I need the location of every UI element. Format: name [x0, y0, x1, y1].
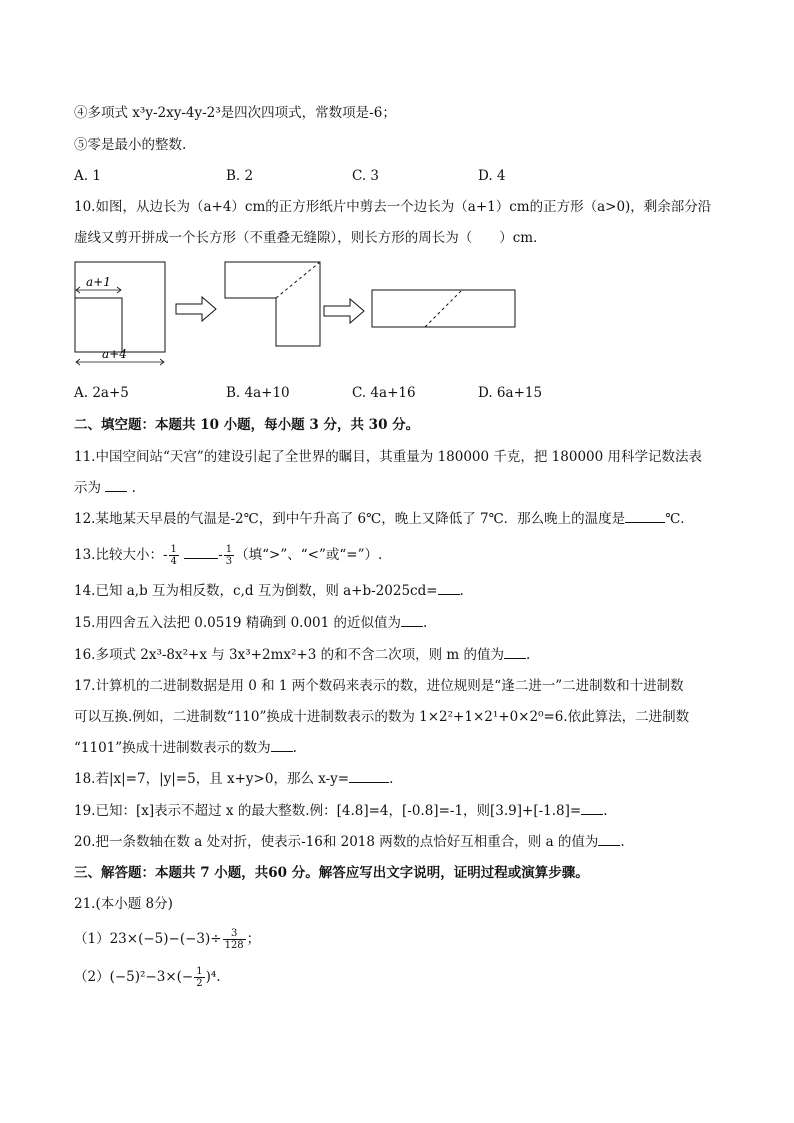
q9-item4: ④多项式 x³y-2xy-4y-2³是四次四项式，常数项是-6；	[74, 105, 396, 121]
q13-prefix: 13.比较大小：-	[74, 547, 168, 563]
q21-title: 21.(本小题 8分)	[74, 896, 173, 912]
fraction-denominator: 2	[196, 978, 203, 989]
q11-line1: 11.中国空间站“天宫”的建设引起了全世界的瞩目，其重量为 180000 千克，把 180000 用科学记数法表	[74, 449, 703, 465]
q10-option-b: B. 4a+10	[226, 385, 290, 401]
q21-part1-expr: （1）23×(−5)−(−3)÷	[74, 931, 222, 947]
q20-end: .	[620, 834, 625, 850]
q9-option-a: A. 1	[74, 168, 101, 184]
q17-text: “1101”换成十进制数表示的数为	[74, 740, 271, 756]
q14-text: 14.已知 a,b 互为相反数，c,d 互为倒数，则 a+b-2025cd=	[74, 583, 438, 599]
q9-item5: ⑤零是最小的整数.	[74, 137, 187, 153]
q17-line3	[74, 739, 297, 757]
q13-minus: -	[218, 547, 223, 563]
q15	[74, 614, 427, 632]
label-a-plus-1: a+1	[86, 275, 111, 289]
q10-option-d: D. 6a+15	[478, 385, 543, 401]
q12	[74, 510, 694, 528]
answer-blank[interactable]	[401, 614, 423, 627]
q19-text: 19.已知：[x]表示不超过 x 的最大整数.例：[4.8]=4，[-0.8]=-1，则[3.9]+[-1.8]=	[74, 803, 582, 819]
fraction	[224, 544, 234, 567]
q11-prefix: 示为	[74, 480, 101, 496]
answer-blank[interactable]	[105, 479, 127, 492]
fraction	[223, 928, 246, 951]
l-shape	[225, 262, 320, 346]
q21-part2-end: )⁴.	[205, 969, 221, 985]
q21-part2-expr: （2）(−5)²−3×(−	[74, 969, 194, 985]
q18-end: .	[389, 771, 394, 787]
answer-blank[interactable]	[184, 546, 218, 559]
fraction-denominator: 4	[170, 556, 177, 567]
cut-line	[425, 290, 462, 327]
fraction-denominator: 128	[224, 940, 244, 951]
fraction-numerator: 1	[196, 966, 203, 977]
right-arrow-icon	[324, 299, 364, 323]
q10-option-c: C. 4a+16	[352, 385, 416, 401]
fraction-denominator: 3	[225, 556, 233, 567]
q9-option-b: B. 2	[226, 168, 254, 184]
q10-line2: 虚线又剪开拼成一个长方形（不重叠无缝隙），则长方形的周长为（ ）cm．	[74, 230, 547, 246]
q13-suffix: （填“>”、“<”或“=”）.	[235, 547, 383, 563]
q19-end: .	[603, 803, 608, 819]
q10-figure	[70, 254, 530, 374]
q18-text: 18.若|x|=7，|y|=5，且 x+y>0，那么 x-y=	[74, 771, 350, 787]
q16-text: 16.多项式 2x³-8x²+x 与 3x³+2mx²+3 的和不含二次项，则 m 的值为	[74, 647, 504, 663]
q20-text: 20.把一条数轴在数 a 处对折，使表示-16和 2018 两数的点恰好互相重合，则 a 的值为	[74, 834, 599, 850]
cut-line	[276, 262, 320, 298]
q9-option-c: C. 3	[352, 168, 380, 184]
q15-text: 15.用四舍五入法把 0.0519 精确到 0.001 的近似值为	[74, 615, 402, 631]
q15-end: .	[423, 615, 428, 631]
q11-line2	[74, 479, 136, 497]
q21-part1	[74, 926, 260, 952]
q21-part1-end: ；	[246, 931, 261, 947]
q17-line1: 17.计算机的二进制数据是用 0 和 1 两个数码来表示的数，进位规则是“逢二进一”二进制数和十进制数	[74, 678, 684, 694]
q10-option-a: A. 2a+5	[74, 385, 129, 401]
q10-line1: 10.如图，从边长为（a+4）cm的正方形纸片中剪去一个边长为（a+1）cm的正方形（a>0)，剩余部分沿	[74, 199, 712, 215]
q16-end: .	[525, 647, 531, 663]
answer-blank[interactable]	[625, 510, 665, 523]
label-a-plus-4: a+4	[102, 347, 127, 361]
q12-text: 12.某地某天早晨的气温是-2℃，到中午升高了 6℃，晚上又降低了 7℃．那么晚上的温度是	[74, 511, 626, 527]
q12-unit: ℃．	[665, 511, 694, 527]
answer-blank[interactable]	[598, 833, 620, 846]
q17-line2: 可以互换.例如，二进制数“110”换成十进制数表示的数为 1×2²+1×2¹+0×2⁰=6.依此算法，二进制数	[74, 709, 690, 725]
q9-option-d: D. 4	[478, 168, 506, 184]
q13	[74, 543, 382, 567]
fraction-numerator: 1	[225, 544, 233, 555]
section-3-heading: 三、解答题：本题共 7 小题，共60 分。解答应写出文字说明，证明过程或演算步骤。	[74, 865, 589, 881]
q19	[74, 802, 608, 820]
q21-part2	[74, 964, 221, 990]
small-square	[75, 298, 122, 352]
q14-end: .	[459, 583, 464, 599]
q16	[74, 646, 530, 664]
answer-blank[interactable]	[438, 582, 460, 595]
q20	[74, 833, 625, 851]
answer-blank[interactable]	[349, 770, 389, 783]
answer-blank[interactable]	[504, 646, 526, 659]
fraction	[194, 966, 204, 989]
right-arrow-icon	[176, 297, 216, 321]
answer-blank[interactable]	[271, 739, 293, 752]
fraction	[169, 544, 179, 567]
fraction-numerator: 1	[170, 544, 177, 555]
q17-end: .	[292, 740, 297, 756]
q14	[74, 582, 464, 600]
q18	[74, 770, 393, 788]
answer-blank[interactable]	[581, 802, 603, 815]
q11-end: .	[131, 480, 136, 496]
fraction-numerator: 3	[223, 928, 246, 940]
section-2-heading: 二、填空题：本题共 10 小题，每小题 3 分，共 30 分。	[74, 417, 420, 433]
